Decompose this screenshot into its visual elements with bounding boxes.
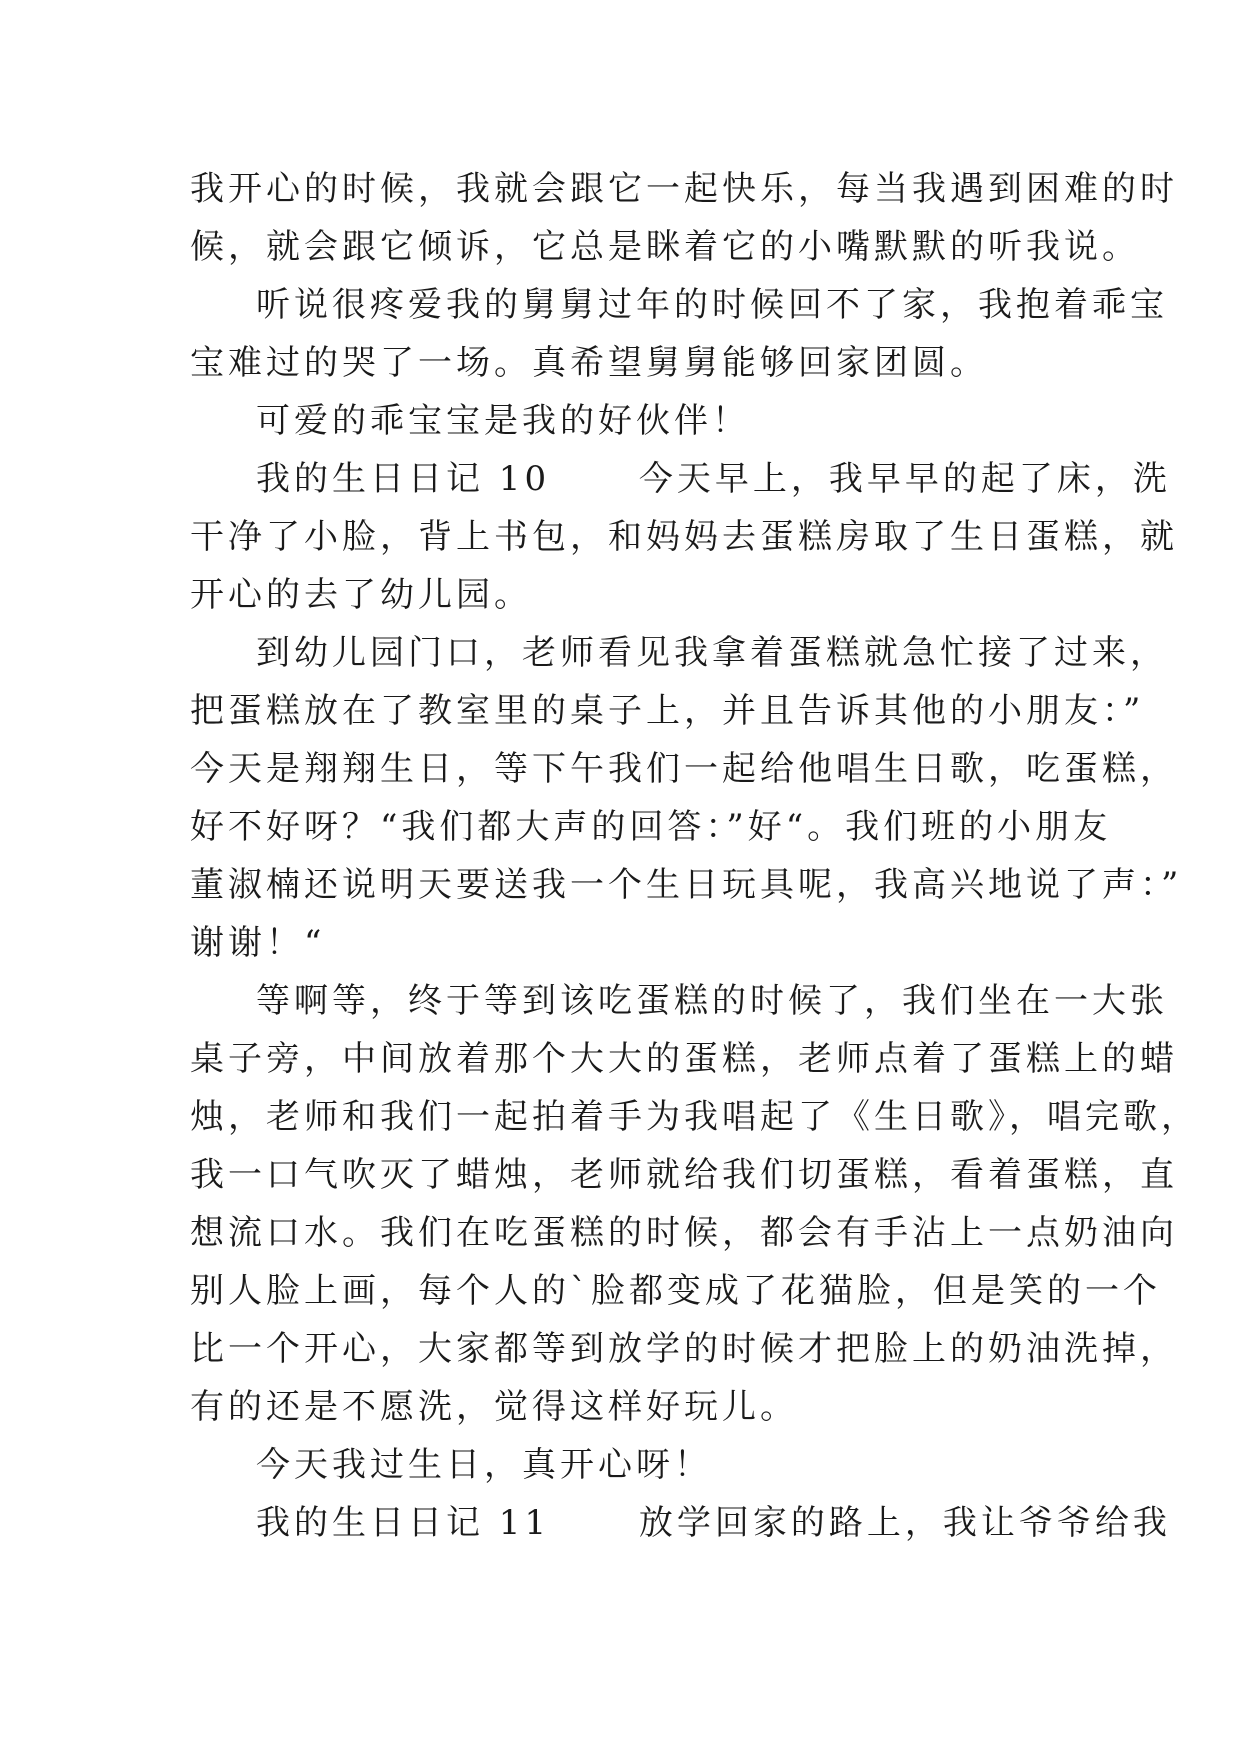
diary-heading-11: 我的生日日记 11 放学回家的路上，我让爷爷给我 [256, 1503, 1171, 1543]
text-line: 干净了小脸，背上书包，和妈妈去蛋糕房取了生日蛋糕，就 [190, 517, 1178, 557]
text-line: 今天我过生日，真开心呀！ [256, 1445, 712, 1485]
text-line: 烛，老师和我们一起拍着手为我唱起了《生日歌》，唱完歌， [190, 1097, 1199, 1137]
text-line: 有的还是不愿洗，觉得这样好玩儿。 [190, 1387, 798, 1427]
text-line: 我一口气吹灭了蜡烛，老师就给我们切蛋糕，看着蛋糕，直 [190, 1155, 1178, 1195]
text-line: 宝难过的哭了一场。真希望舅舅能够回家团圆。 [190, 343, 988, 383]
text-line: 想流口水。我们在吃蛋糕的时候，都会有手沾上一点奶油向 [190, 1213, 1178, 1253]
text-line: 谢谢！“ [190, 923, 326, 963]
document-body [190, 160, 1199, 1552]
text-line: 我开心的时候，我就会跟它一起快乐，每当我遇到困难的时 [190, 169, 1178, 209]
text-line: 把蛋糕放在了教室里的桌子上，并且告诉其他的小朋友：” [190, 691, 1145, 731]
text-line: 等啊等，终于等到该吃蛋糕的时候了，我们坐在一大张 [256, 981, 1168, 1021]
text-line: 董淑楠还说明天要送我一个生日玩具呢，我高兴地说了声：” [190, 865, 1183, 905]
text-line: 听说很疼爱我的舅舅过年的时候回不了家，我抱着乖宝 [256, 285, 1168, 325]
text-line: 可爱的乖宝宝是我的好伙伴！ [256, 401, 750, 441]
text-line: 候，就会跟它倾诉，它总是眯着它的小嘴默默的听我说。 [190, 227, 1140, 267]
text-line: 桌子旁，中间放着那个大大的蛋糕，老师点着了蛋糕上的蜡 [190, 1039, 1178, 1079]
text-line: 比一个开心，大家都等到放学的时候才把脸上的奶油洗掉， [190, 1329, 1178, 1369]
text-line: 开心的去了幼儿园。 [190, 575, 532, 615]
text-line: 别人脸上画，每个人的`脸都变成了花猫脸，但是笑的一个 [190, 1271, 1161, 1311]
text-line: 到幼儿园门口，老师看见我拿着蛋糕就急忙接了过来， [256, 633, 1168, 673]
text-line: 好不好呀？“我们都大声的回答：”好“。我们班的小朋友 [190, 807, 1112, 847]
text-line: 今天是翔翔生日，等下午我们一起给他唱生日歌，吃蛋糕， [190, 749, 1178, 789]
diary-heading-10: 我的生日日记 10 今天早上，我早早的起了床，洗 [256, 459, 1171, 499]
